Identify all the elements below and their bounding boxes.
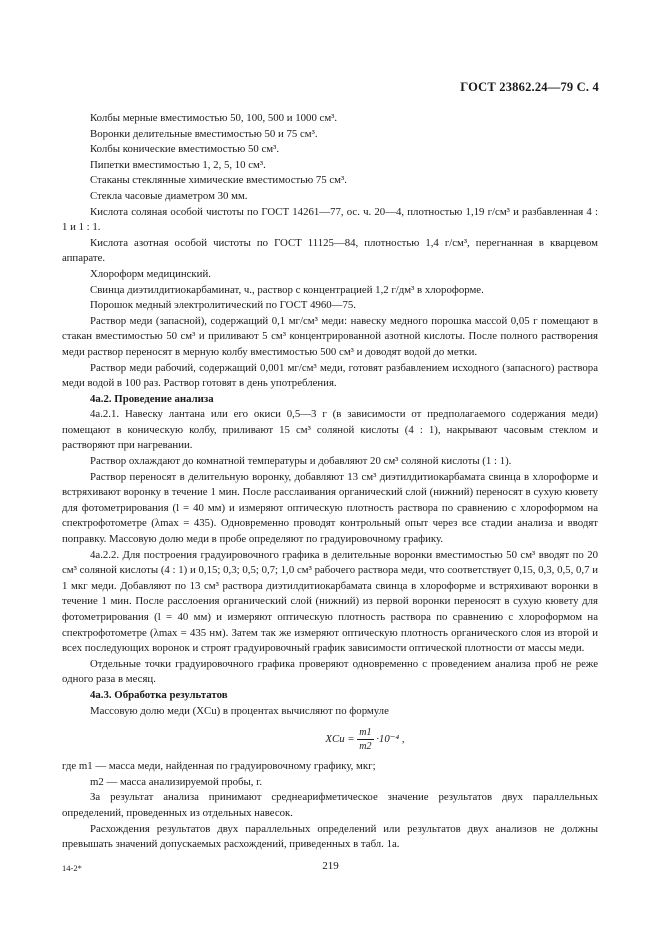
page-header: ГОСТ 23862.24—79 С. 4 — [460, 80, 599, 94]
paragraph: Расхождения результатов двух параллельных определений или результатов двух анализов не должны превышать значений допускаемых расхождений, приведенных в табл. 1а. — [62, 822, 598, 851]
paragraph: Раствор охлаждают до комнатной температуры и добавляют 20 см³ соляной кислоты (1 : 1). — [90, 455, 512, 468]
paragraph: Воронки делительные вместимостью 50 и 75 см³. — [90, 127, 318, 140]
formula-fraction — [357, 726, 373, 753]
paragraph: Хлороформ медицинский. — [90, 267, 211, 280]
paragraph: Пипетки вместимостью 1, 2, 5, 10 см³. — [90, 158, 266, 171]
formula-rhs: ·10⁻⁴ , — [376, 733, 405, 746]
where-line: где m1 — масса меди, найденная по градуировочному графику, мкг; — [62, 760, 376, 773]
page-number: 219 — [322, 860, 339, 872]
formula — [62, 719, 598, 759]
paragraph: Колбы конические вместимостью 50 см³. — [90, 143, 280, 156]
paragraph: 4а.2.2. Для построения градуировочного графика в делительные воронки вместимостью 50 см³ вводят по 20 см³ соляной кислоты (4 : 1) и 0,15; 0,3; 0,5; 0,7; 1,0 см³ рабочего раствора меди, что соответствует 0,15, 0,3, 0,5, 0,7 и 1 мкг меди. Добавляют по 13 см³ раствора диэтилдитиокарбамата свинца в хлороформе и встряхивают воронки в течение 1 мин. После расслоения органический слой (нижний) из первой воронки переносят в сухую кювету для фотометрирования (l = 40 мм) и измеряют оптическую плотность раствора по сравнению с хлороформом на спектрофотометре (λmax = 435 нм). Затем так же измеряют оптическую плотность органического слоя из второй и всех последующих воронок и строят градуировочный график зависимости оптической плотности от массы меди. — [62, 548, 598, 655]
paragraph: Порошок медный электролитический по ГОСТ 4960—75. — [90, 299, 356, 312]
paragraph: Раствор переносят в делительную воронку, добавляют 13 см³ диэтилдитиокарбамата свинца в хлороформе и встряхивают воронку в течение 1 мин. После расслаивания органический слой (нижний) переносят в сухую кювету для фотометрирования (l = 40 мм) и измеряют оптическую плотность раствора по сравнению с хлороформом на спектрофотометре (λmax = 435). Одновременно проводят контрольный опыт через все стадии анализа и вводят поправку. Массовую долю меди в пробе определяют по градуировочному графику. — [62, 470, 598, 546]
formula-lhs: XCu = — [325, 733, 355, 746]
paragraph: Раствор меди рабочий, содержащий 0,001 мг/см³ меди, готовят разбавлением исходного (запасного) раствора меди водой в 100 раз. Раствор готовят в день употребления. — [62, 361, 598, 390]
paragraph: Раствор меди (запасной), содержащий 0,1 мг/см³ меди: навеску медного порошка массой 0,05 г помещают в стакан вместимостью 50 см³ и приливают 5 см³ концентрированной азотной кислоты. После полного растворения меди раствор переносят в мерную колбу вместимостью 500 см³ и доводят водой до метки. — [62, 314, 598, 358]
paragraph: Стаканы стеклянные химические вместимостью 75 см³. — [90, 174, 347, 187]
formula-denominator: m2 — [359, 741, 372, 753]
paragraph: Массовую долю меди (XCu) в процентах вычисляют по формуле — [90, 704, 389, 717]
paragraph: Отдельные точки градуировочного графика проверяют одновременно с проведением анализа проб не реже одного раза в месяц. — [62, 657, 598, 686]
paragraph: За результат анализа принимают среднеарифметическое значение результатов двух параллельных определений, проведенных из отдельных навесок. — [62, 791, 598, 819]
section-heading: 4а.3. Обработка результатов — [90, 688, 228, 701]
paragraph: Свинца диэтилдитиокарбаминат, ч., раствор с концентрацией 1,2 г/дм³ в хлороформе. — [90, 283, 484, 296]
where-line: m2 — масса анализируемой пробы, г. — [90, 775, 263, 788]
formula-numerator: m1 — [359, 727, 372, 739]
paragraph: Колбы мерные вместимостью 50, 100, 500 и 1000 см³. — [90, 112, 338, 124]
section-heading: 4а.2. Проведение анализа — [90, 392, 214, 405]
paragraph: Кислота азотная особой чистоты по ГОСТ 11125—84, плотностью 1,4 г/см³, перегнанная в кварцевом аппарате. — [62, 236, 598, 265]
document-body — [62, 111, 598, 853]
paragraph: 4а.2.1. Навеску лантана или его окиси 0,5—3 г (в зависимости от предполагаемого содержания меди) помещают в коническую колбу, приливают 15 см³ соляной кислоты (4 : 1), накрывают часовым стеклом и растворяют при нагревании. — [62, 408, 598, 452]
paragraph: Стекла часовые диаметром 30 мм. — [90, 189, 248, 202]
footer-mark: 14-2* — [62, 863, 82, 873]
paragraph: Кислота соляная особой чистоты по ГОСТ 14261—77, ос. ч. 20—4, плотностью 1,19 г/см³ и разбавленная 4 : 1 и 1 : 1. — [62, 205, 598, 234]
